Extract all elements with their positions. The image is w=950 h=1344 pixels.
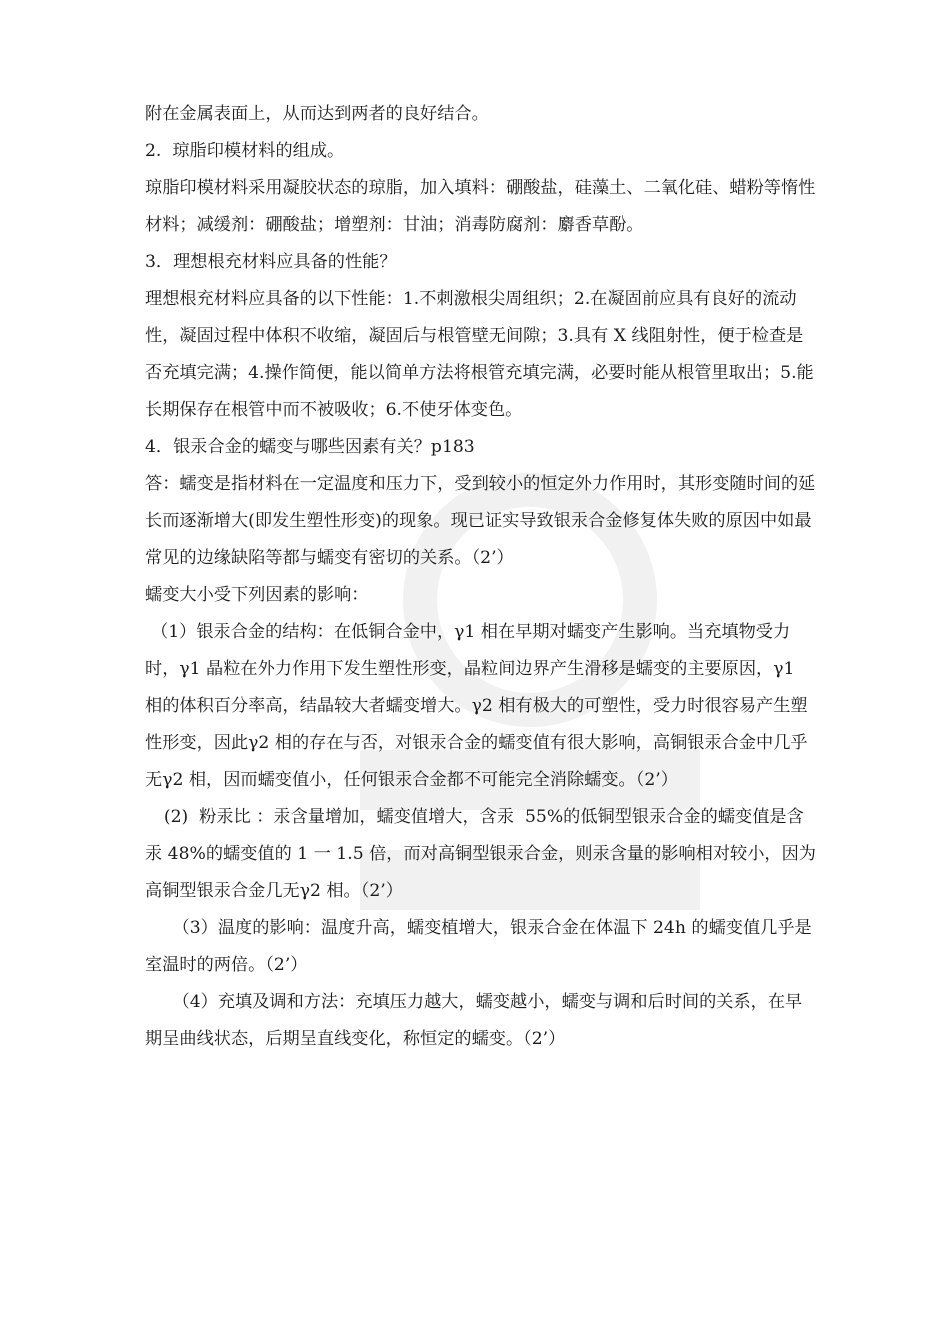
paragraph-factor-3: （3）温度的影响：温度升高，蠕变植增大，银汞合金在体温下 24h 的蠕变值几乎是室温时的两倍。（2’） <box>145 918 812 975</box>
heading-question-4: 4．银汞合金的蠕变与哪些因素有关？p183 <box>145 437 475 457</box>
paragraph-creep-answer: 答：蠕变是指材料在一定温度和压力下，受到较小的恒定外力作用时，其形变随时间的延长而逐渐增大(即发生塑性形变)的现象。现已证实导致银汞合金修复体失败的原因中如最常见的边缘缺陷等都与蠕变有密切的关系。（2’） <box>145 474 816 568</box>
paragraph-agar-composition: 琼脂印模材料采用凝胶状态的琼脂，加入填料：硼酸盐，硅藻土、二氧化硅、蜡粉等惰性材料；减缓剂：硼酸盐；增塑剂：甘油；消毒防腐剂：麝香草酚。 <box>145 178 816 235</box>
paragraph-continuation: 附在金属表面上，从而达到两者的良好结合。 <box>145 104 489 124</box>
heading-question-3: 3．理想根充材料应具备的性能？ <box>145 252 397 272</box>
paragraph-root-filling-properties: 理想根充材料应具备的以下性能：1.不刺激根尖周组织；2.在凝固前应具有良好的流动性，凝固过程中体积不收缩，凝固后与根管壁无间隙；3.具有 X 线阻射性，便于检查是否充填完满；4.操作简便，能以简单方法将根管充填完满，必要时能从根管里取出；5.能长期保存在根管中而不被吸收；6.不使牙体变色。 <box>145 289 814 420</box>
paragraph-factor-4: （4）充填及调和方法：充填压力越大，蠕变越小，蠕变与调和后时间的关系，在早期呈曲线状态，后期呈直线变化，称恒定的蠕变。（2’） <box>145 992 803 1049</box>
paragraph-factor-2: (2) 粉汞比 ：汞含量增加，蠕变值增大，含汞 55%的低铜型银汞合金的蠕变值是含汞 48%的蠕变值的 1 一 1.5 倍，而对高铜型银汞合金，则汞含量的影响相对较小，因为高铜型银汞合金几无γ2 相。（2’） <box>145 807 816 901</box>
paragraph-creep-factors-intro: 蠕变大小受下列因素的影响： <box>145 585 369 605</box>
paragraph-factor-1: （1）银汞合金的结构：在低铜合金中，γ1 相在早期对蠕变产生影响。当充填物受力时，γ1 晶粒在外力作用下发生塑性形变，晶粒间边界产生滑移是蠕变的主要原因，γ1 相的体积百分率高，结晶较大者蠕变增大。γ2 相有极大的可塑性，受力时很容易产生塑性形变，因此γ2 相的存在与否，对银汞合金的蠕变值有很大影响，高铜银汞合金中几乎无γ2 相，因而蠕变值小，任何银汞合金都不可能完全消除蠕变。（2’） <box>145 622 808 790</box>
heading-question-2: 2. 琼脂印模材料的组成。 <box>145 141 345 161</box>
document-body <box>145 96 817 1058</box>
